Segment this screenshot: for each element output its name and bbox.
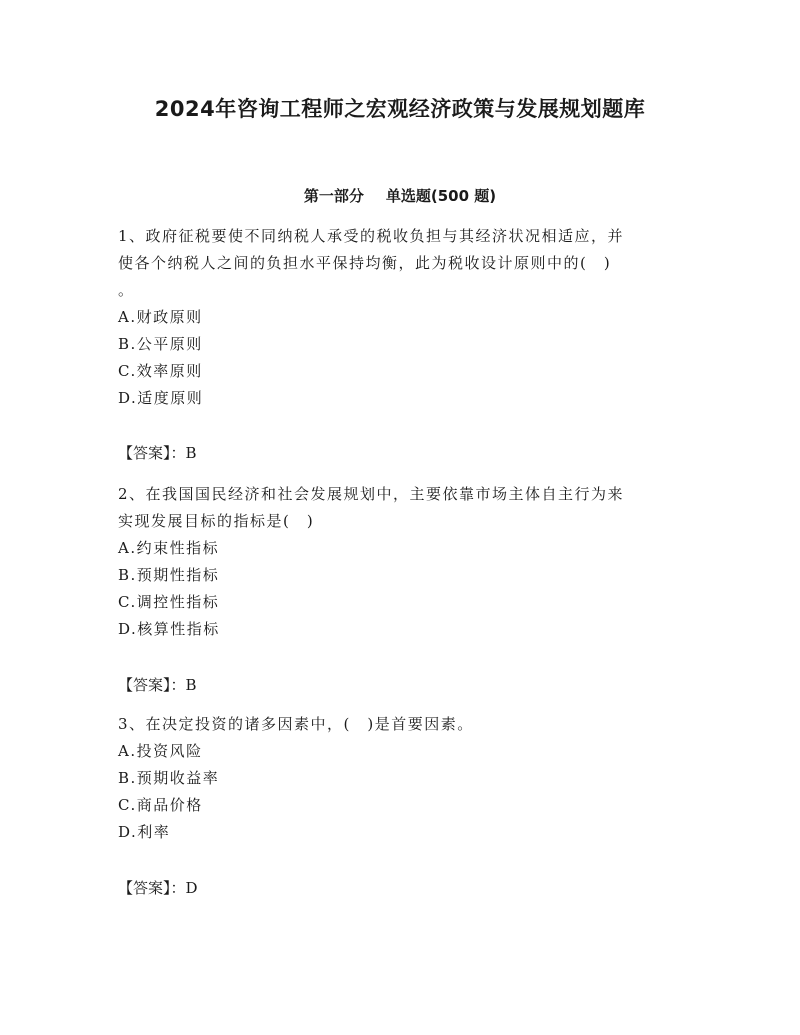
option-list — [118, 738, 678, 846]
answer-value: D — [185, 879, 198, 897]
answer-3 — [118, 875, 198, 902]
option-b: B.预期收益率 — [118, 769, 220, 787]
question-stem-line: 。 — [118, 281, 135, 299]
answer-label: 【答案】： — [118, 879, 186, 897]
question-stem-line: 2、在我国国民经济和社会发展规划中，主要依靠市场主体自主行为来 — [118, 485, 625, 503]
option-a: A.财政原则 — [118, 308, 203, 326]
question-stem-line: 3、在决定投资的诸多因素中，( )是首要因素。 — [118, 715, 474, 733]
option-c: C.调控性指标 — [118, 593, 220, 611]
option-d: D.核算性指标 — [118, 620, 220, 638]
question-3 — [118, 711, 678, 846]
option-d: D.适度原则 — [118, 389, 204, 407]
option-b: B.预期性指标 — [118, 566, 220, 584]
answer-value: B — [185, 444, 197, 462]
option-c: C.商品价格 — [118, 796, 203, 814]
option-d: D.利率 — [118, 823, 171, 841]
question-stem-line: 实现发展目标的指标是( ) — [118, 512, 315, 530]
answer-label: 【答案】： — [118, 676, 186, 694]
answer-2 — [118, 672, 197, 699]
option-c: C.效率原则 — [118, 362, 203, 380]
section-heading — [0, 184, 800, 208]
option-list — [118, 535, 678, 643]
option-b: B.公平原则 — [118, 335, 203, 353]
question-1 — [118, 223, 678, 412]
section-part: 第一部分 — [303, 187, 364, 205]
answer-1 — [118, 440, 197, 467]
section-name: 单选题(500 题) — [385, 187, 497, 205]
question-stem-line: 1、政府征税要使不同纳税人承受的税收负担与其经济状况相适应，并 — [118, 227, 625, 245]
question-2 — [118, 481, 678, 643]
option-list — [118, 304, 678, 412]
option-a: A.约束性指标 — [118, 539, 220, 557]
answer-value: B — [185, 676, 197, 694]
option-a: A.投资风险 — [118, 742, 203, 760]
question-stem-line: 使各个纳税人之间的负担水平保持均衡，此为税收设计原则中的( ) — [118, 254, 612, 272]
document-title: 2024年咨询工程师之宏观经济政策与发展规划题库 — [154, 97, 646, 121]
answer-label: 【答案】： — [118, 444, 186, 462]
